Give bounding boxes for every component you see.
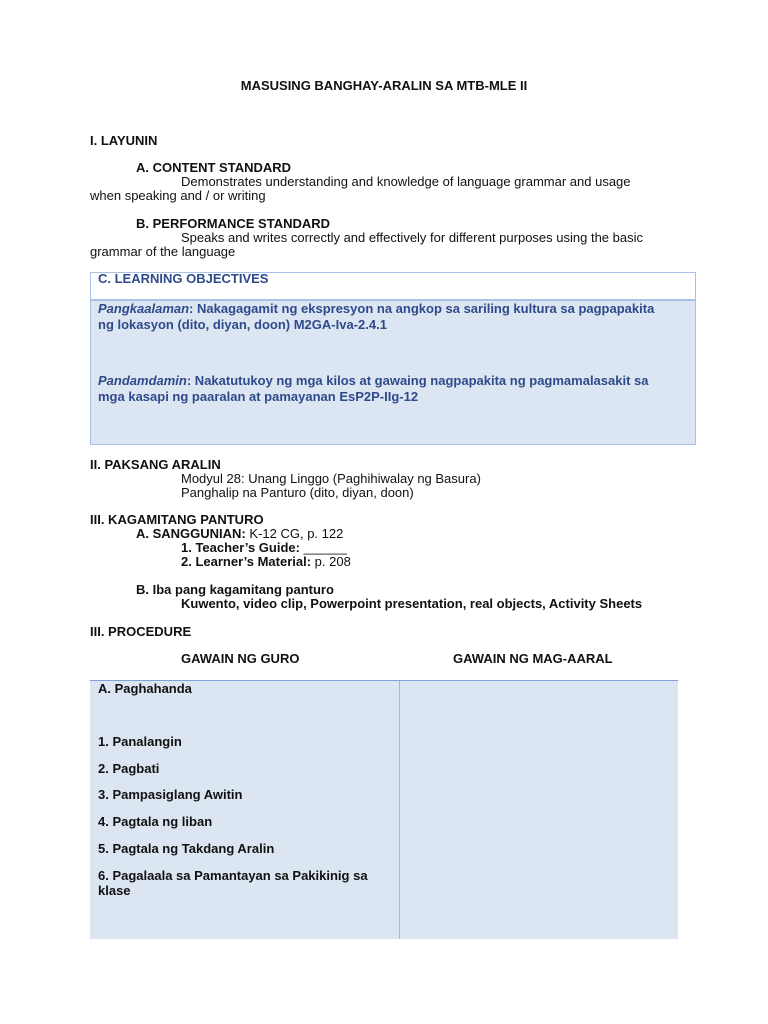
sanggunian-label: A. SANGGUNIAN:: [136, 526, 246, 541]
section-kagamitang-panturo-heading: III. KAGAMITANG PANTURO: [90, 512, 264, 527]
procedure-item-panalangin: 1. Panalangin: [98, 734, 182, 749]
learners-material-value: p. 208: [311, 554, 351, 569]
pandamdamin-label: Pandamdamin: [98, 373, 187, 388]
iba-pang-kagamitan-value: Kuwento, video clip, Powerpoint presentation, real objects, Activity Sheets: [181, 596, 643, 611]
procedure-item-pagtala-ng-takdang-aralin: 5. Pagtala ng Takdang Aralin: [98, 841, 275, 856]
learners-material-label: 2. Learner’s Material:: [181, 554, 312, 569]
content-standard-text-line2: when speaking and / or writing: [90, 188, 266, 203]
pangkaalaman-label: Pangkaalaman: [98, 301, 190, 316]
content-standard-text-line1: Demonstrates understanding and knowledge of language grammar and usage: [181, 174, 631, 189]
pangkaalaman-text: : Nakagagamit ng ekspresyon na angkop sa sariling kultura sa pagpapakita: [189, 301, 655, 316]
paksang-aralin-line2: Panghalip na Panturo (dito, diyan, doon): [181, 485, 414, 500]
performance-standard-text-line1: Speaks and writes correctly and effectively for different purposes using the basic: [181, 230, 643, 245]
procedure-item-pagbati: 2. Pagbati: [98, 761, 160, 776]
procedure-table-column-divider: [399, 681, 400, 939]
column-header-gawain-ng-mag-aaral: GAWAIN NG MAG-AARAL: [453, 651, 613, 666]
paksang-aralin-line1: Modyul 28: Unang Linggo (Paghihiwalay ng Basura): [181, 471, 481, 486]
content-standard-label: A. CONTENT STANDARD: [136, 160, 292, 175]
sanggunian-line: [136, 527, 343, 541]
procedure-table: [90, 680, 678, 939]
section-layunin-heading: I. LAYUNIN: [90, 133, 158, 148]
pandamdamin-objective-line2: mga kasapi ng paaralan at pamayanan EsP2P-IIg-12: [98, 389, 419, 404]
iba-pang-kagamitan-label: B. Iba pang kagamitang panturo: [136, 582, 334, 597]
teachers-guide-label: 1. Teacher’s Guide:: [181, 540, 300, 555]
section-procedure-heading: III. PROCEDURE: [90, 624, 192, 639]
procedure-item-pampasiglang-awitin: 3. Pampasiglang Awitin: [98, 787, 243, 802]
sanggunian-value: K-12 CG, p. 122: [245, 526, 344, 541]
procedure-item-pamantayan-line1: 6. Pagalaala sa Pamantayan sa Pakikinig sa: [98, 868, 368, 883]
procedure-item-pamantayan-line2: klase: [98, 883, 131, 898]
performance-standard-label: B. PERFORMANCE STANDARD: [136, 216, 331, 231]
pandamdamin-text: : Nakatutukoy ng mga kilos at gawaing nagpapakita ng pagmamalasakit sa: [186, 373, 649, 388]
teachers-guide-value: ______: [299, 540, 347, 555]
column-header-gawain-ng-guro: GAWAIN NG GURO: [181, 651, 300, 666]
procedure-item-pagtala-ng-liban: 4. Pagtala ng liban: [98, 814, 213, 829]
section-paksang-aralin-heading: II. PAKSANG ARALIN: [90, 457, 221, 472]
learning-objectives-label: C. LEARNING OBJECTIVES: [98, 271, 269, 286]
pangkaalaman-objective-line2: ng lokasyon (dito, diyan, doon) M2GA-Iva-2.4.1: [98, 317, 387, 332]
teachers-guide-line: [181, 541, 347, 555]
pandamdamin-objective-line1: [98, 374, 649, 388]
learners-material-line: [181, 555, 351, 569]
performance-standard-text-line2: grammar of the language: [90, 244, 236, 259]
document-title: MASUSING BANGHAY-ARALIN SA MTB-MLE II: [240, 78, 528, 93]
pangkaalaman-objective-line1: [98, 302, 654, 316]
paghahanda-label: A. Paghahanda: [98, 681, 192, 696]
